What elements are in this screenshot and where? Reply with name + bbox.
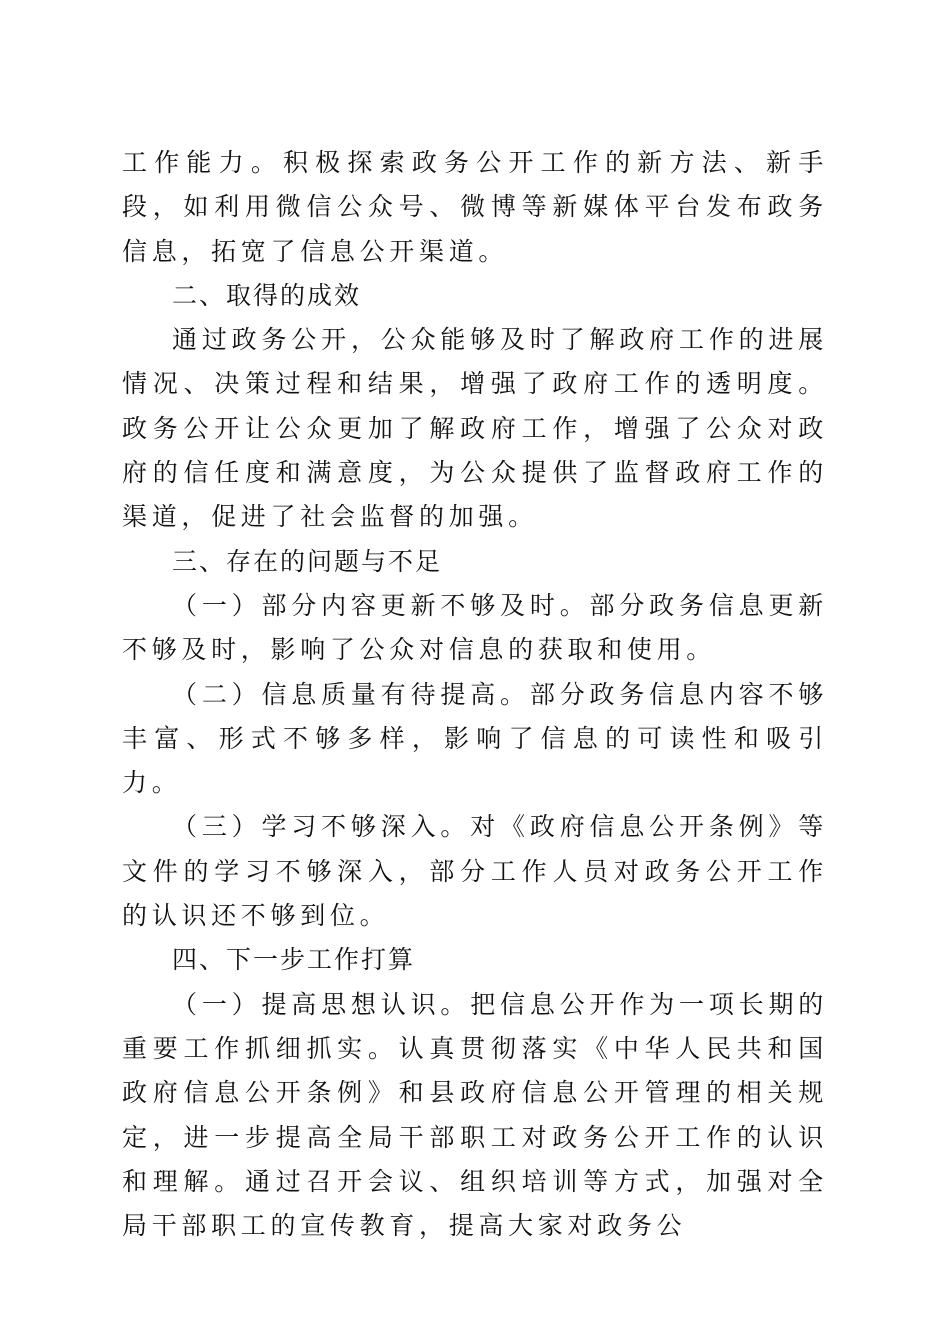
- problem-item-1: [122, 584, 828, 673]
- plan-item-1: [122, 983, 828, 1249]
- item-text: 把信息公开作为一项长期的重要工作抓细抓实。认真贯彻落实《中华人民共和国政府信息公开条例》和县政府信息公开管理的相关规定，进一步提高全局干部职工对政务公开工作的认识和理解。通过召开会议、组织培训等方式，加强对全局干部职工的宣传教育，提高大家对政务公: [122, 989, 828, 1241]
- item-text: 对《政府信息公开条例》等文件的学习不够深入，部分工作人员对政务公开工作的认识还不够到位。: [122, 812, 828, 931]
- body-paragraph: 通过政务公开，公众能够及时了解政府工作的进展情况、决策过程和结果，增强了政府工作的透明度。政务公开让公众更加了解政府工作，增强了公众对政府的信任度和满意度，为公众提供了监督政府工作的渠道，促进了社会监督的加强。: [122, 325, 828, 532]
- item-title: （一）部分内容更新不够及时。: [172, 590, 590, 620]
- problem-item-2: [122, 673, 828, 806]
- document-page: [122, 141, 828, 1248]
- item-text: 部分政务信息内容不够丰富、形式不够多样，影响了信息的可读性和吸引力。: [122, 679, 828, 798]
- section-heading-next-steps: 四、下一步工作打算: [172, 945, 416, 975]
- continuation-paragraph: 工作能力。积极探索政务公开工作的新方法、新手段，如利用微信公众号、微博等新媒体平台发布政务信息，拓宽了信息公开渠道。: [122, 148, 828, 266]
- section-heading-achievements: 二、取得的成效: [172, 280, 362, 310]
- item-title: （三）学习不够深入。: [172, 812, 471, 842]
- item-title: （二）信息质量有待提高。: [172, 679, 530, 709]
- item-title: （一）提高思想认识。: [172, 989, 471, 1019]
- problem-item-3: [122, 805, 828, 938]
- item-text: 部分政务信息更新不够及时，影响了公众对信息的获取和使用。: [122, 590, 828, 665]
- section-heading-problems: 三、存在的问题与不足: [172, 546, 443, 576]
